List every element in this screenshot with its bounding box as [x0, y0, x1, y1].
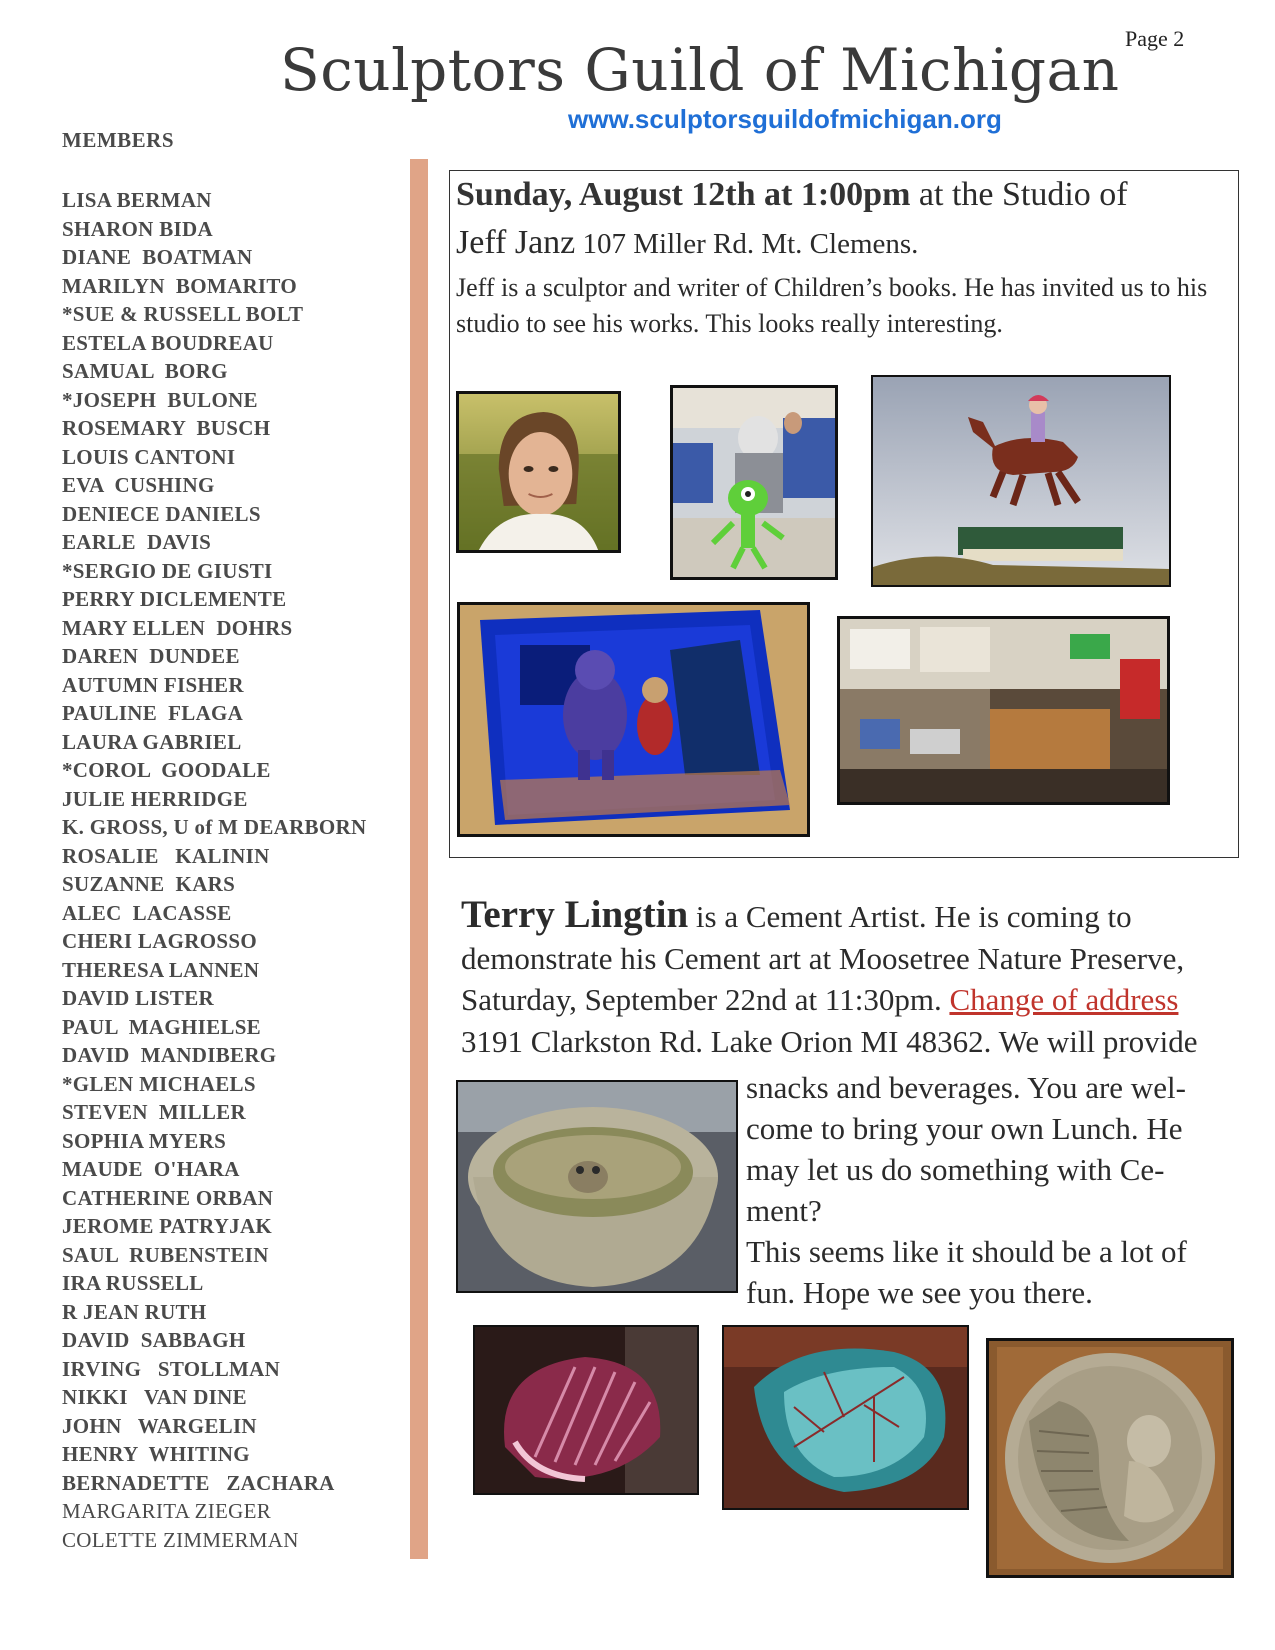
member-name: CATHERINE ORBAN — [62, 1185, 274, 1210]
member-name: DAREN DUNDEE — [62, 644, 240, 668]
website-link[interactable]: www.sculptorsguildofmichigan.org — [568, 104, 1002, 134]
member-name: MAUDE O'HARA — [62, 1157, 240, 1181]
member-name: MARY ELLEN DOHRS — [62, 615, 293, 640]
member-name: IRVING STOLLMAN — [62, 1356, 281, 1381]
event-description: Jeff is a sculptor and writer of Children’s books. He has invited us to his studio to see his works. This looks really interesting. — [456, 273, 1208, 338]
member-name: SUZANNE KARS — [62, 872, 236, 896]
member-name: NIKKI VAN DINE — [62, 1385, 247, 1409]
studio-workshop-photo — [837, 616, 1170, 805]
members-heading: MEMBERS — [62, 128, 175, 152]
member-name: DENIECE DANIELS — [62, 501, 261, 526]
member-name: R JEAN RUTH — [62, 1299, 207, 1324]
member-name: IRA RUSSELL — [62, 1271, 204, 1295]
terry-text-1: is a Cement Artist. He is coming to demonstrate his Cement art at Moosetree Nature Preserve, Saturday, September 22nd at 11:30pm. — [461, 899, 1185, 1017]
artist-name: Terry Lingtin — [461, 893, 689, 936]
members-list — [62, 186, 366, 1554]
member-name: STEVEN MILLER — [62, 1100, 246, 1124]
event-date-line — [456, 176, 1128, 214]
member-name: BERNADETTE ZACHARA — [62, 1470, 335, 1495]
member-name: EARLE DAVIS — [62, 530, 212, 554]
gorilla-diorama-photo — [457, 602, 810, 837]
member-name: LISA BERMAN — [62, 188, 212, 212]
member-name: SHARON BIDA — [62, 216, 213, 241]
member-name: PAULINE FLAGA — [62, 701, 244, 725]
member-name: *JOSEPH BULONE — [62, 387, 258, 412]
member-name: EVA CUSHING — [62, 473, 215, 497]
member-name: DAVID LISTER — [62, 986, 215, 1010]
page-number: Page 2 — [1125, 26, 1185, 51]
terry-text-4: This seems like it should be a lot of fun. Hope we see you there. — [746, 1234, 1187, 1310]
page-title: Sculptors Guild of Michigan — [280, 36, 1120, 104]
member-name: ROSALIE KALININ — [62, 843, 270, 868]
member-name: JULIE HERRIDGE — [62, 786, 248, 811]
member-name: SAMUAL BORG — [62, 359, 228, 383]
member-name: JOHN WARGELIN — [62, 1413, 257, 1438]
terry-intro-paragraph — [461, 894, 1241, 1062]
member-name: COLETTE ZIMMERMAN — [62, 1527, 299, 1552]
member-name: ESTELA BOUDREAU — [62, 330, 274, 355]
member-name: ALEC LACASSE — [62, 900, 232, 925]
member-name: THERESA LANNEN — [62, 957, 260, 982]
column-divider — [410, 159, 428, 1559]
member-name: HENRY WHITING — [62, 1442, 250, 1466]
member-name: *GLEN MICHAELS — [62, 1071, 256, 1096]
member-name: LAURA GABRIEL — [62, 729, 242, 754]
event-address: 107 Miller Rd. Mt. Clemens. — [575, 228, 919, 260]
terry-details-paragraph — [746, 1067, 1236, 1313]
cement-leaf-bowl-photo — [722, 1325, 969, 1510]
cement-shell-photo — [473, 1325, 699, 1495]
cement-bowl-frog-photo — [456, 1080, 738, 1293]
member-name: AUTUMN FISHER — [62, 672, 244, 697]
horse-rider-sculpture-photo — [871, 375, 1171, 587]
member-name: DAVID SABBAGH — [62, 1328, 246, 1352]
terry-address-text: 3191 Clarkston Rd. Lake Orion MI 48362. We will provide — [461, 1023, 1198, 1059]
member-name: MARGARITA ZIEGER — [62, 1499, 272, 1523]
event-host-line — [456, 224, 918, 262]
event-date: Sunday, August 12th at 1:00pm — [456, 176, 911, 213]
member-name: PAUL MAGHIELSE — [62, 1014, 261, 1039]
member-name: SAUL RUBENSTEIN — [62, 1242, 269, 1267]
change-of-address-link[interactable]: Change of address — [949, 982, 1179, 1017]
member-name: PERRY DICLEMENTE — [62, 587, 287, 611]
member-name: *SERGIO DE GIUSTI — [62, 558, 273, 583]
member-name: LOUIS CANTONI — [62, 444, 236, 469]
member-name: DIANE BOATMAN — [62, 245, 253, 269]
portrait-photo — [456, 391, 621, 553]
member-name: JEROME PATRYJAK — [62, 1214, 273, 1238]
member-name: *SUE & RUSSELL BOLT — [62, 302, 304, 326]
member-name: *COROL GOODALE — [62, 758, 271, 782]
monster-sculpture-photo — [670, 385, 838, 580]
member-name: DAVID MANDIBERG — [62, 1043, 277, 1067]
event-host-name: Jeff Janz — [456, 224, 576, 261]
cement-mermaid-relief-photo — [986, 1338, 1234, 1578]
member-name: ROSEMARY BUSCH — [62, 416, 271, 440]
member-name: SOPHIA MYERS — [62, 1128, 227, 1153]
member-name: MARILYN BOMARITO — [62, 273, 297, 298]
member-name: CHERI LAGROSSO — [62, 929, 257, 953]
member-name: K. GROSS, U of M DEARBORN — [62, 815, 367, 839]
terry-text-3: snacks and beverages. You are wel-come to bring your own Lunch. He may let us do something with Ce-ment? — [746, 1070, 1186, 1228]
event-location-intro: at the Studio of — [910, 176, 1128, 213]
